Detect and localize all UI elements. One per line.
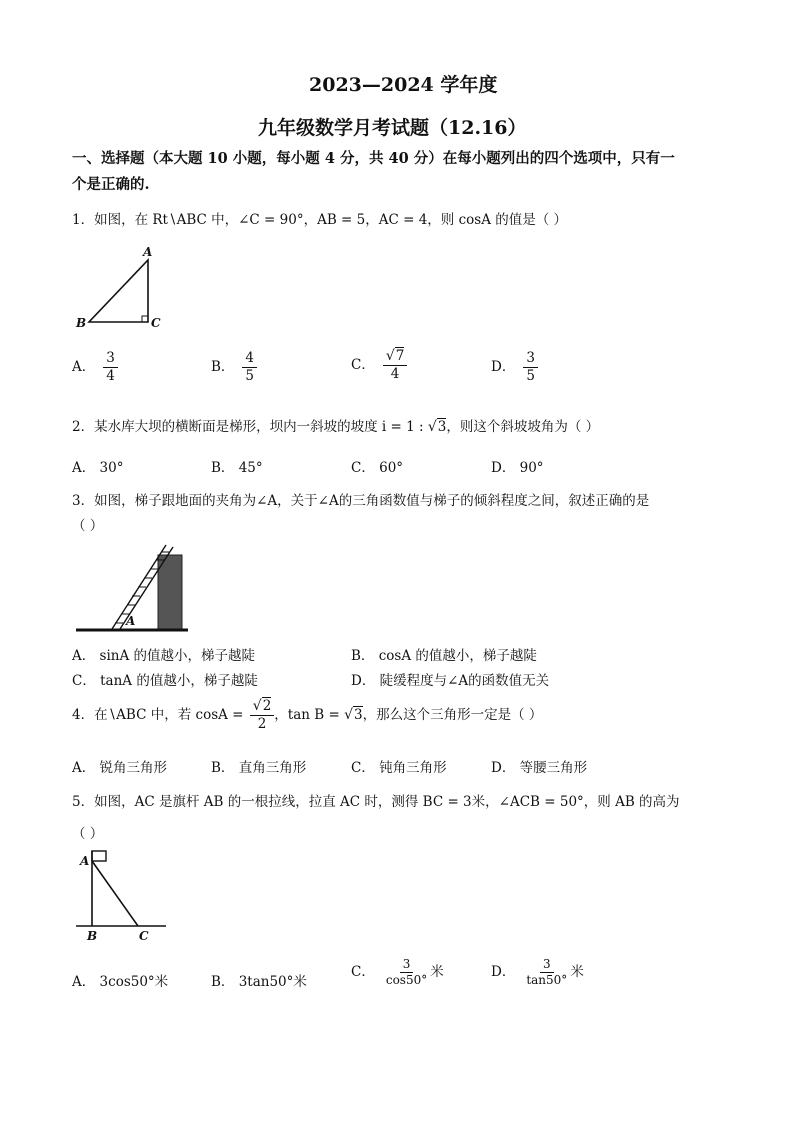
section-heading-line1: 一、选择题（本大题 10 小题，每小题 4 分，共 40 分）在每小题列出的四个选项中，只有一 [72, 150, 675, 167]
q2-stem-text: 2．某水库大坝的横断面是梯形，坝内一斜坡的坡度 i = 1 : [72, 419, 428, 435]
exam-title: 九年级数学月考试题（12.16） [258, 117, 527, 139]
q5-option-c-denominator: cos50° [385, 973, 428, 988]
q5-option-d-numerator: 3 [540, 958, 554, 973]
q4-option-c[interactable]: C． 钝角三角形 [351, 760, 447, 776]
q1-figure-label-b: B [76, 316, 87, 330]
q2-option-d[interactable]: D． 90° [491, 460, 544, 476]
sqrt-icon: √ [344, 707, 353, 724]
sqrt-icon: √ [427, 419, 437, 435]
q1-option-d-label: D． [491, 358, 516, 375]
q5-figure-label-a: A [80, 854, 90, 868]
q3-figure-label-a: A [126, 614, 136, 628]
q4-frac-denominator: 2 [257, 716, 267, 733]
q1-option-c-radicand: 7 [395, 348, 405, 364]
q2-stem-tail: ，则这个斜坡坡角为（ ） [446, 419, 600, 435]
q3-option-b[interactable]: B． cosA 的值越小，梯子越陡 [351, 648, 537, 664]
q5-option-c[interactable] [351, 958, 444, 987]
q1-option-c-label: C． [351, 357, 375, 374]
q3-option-c[interactable]: C． tanA 的值越小，梯子越陡 [72, 673, 258, 689]
q4-stem-tail: ，那么这个三角形一定是（ ） [362, 707, 543, 724]
q4-option-d[interactable]: D． 等腰三角形 [491, 760, 588, 776]
question-5-stem: 5．如图，AC 是旗杆 AB 的一根拉线，拉直 AC 时，测得 BC = 3米，∠ACB = 50°，则 AB 的高为 [72, 794, 680, 810]
q1-option-d[interactable] [491, 351, 538, 384]
q1-figure-label-a: A [143, 245, 153, 259]
q4-frac-radicand: 2 [262, 698, 272, 714]
q4-radicand: 3 [354, 707, 363, 724]
q4-stem-text: 4．在∖ABC 中，若 cosA = [72, 707, 248, 724]
question-1-stem: 1．如图，在 Rt∖ABC 中，∠C = 90°，AB = 5，AC = 4，则 cosA 的值是（ ） [72, 212, 568, 228]
q5-option-c-numerator: 3 [400, 958, 414, 973]
q1-option-b-denominator: 5 [245, 367, 255, 384]
sqrt-icon: √ [385, 348, 395, 364]
exam-year: 2023—2024 学年度 [309, 74, 498, 96]
q1-option-b-label: B． [211, 358, 235, 375]
q1-option-a-numerator: 3 [103, 351, 118, 368]
q2-option-a[interactable]: A． 30° [72, 460, 124, 476]
q5-option-c-label: C． [351, 964, 375, 981]
q4-stem-mid: ，tan B = [274, 707, 345, 724]
q1-option-a-denominator: 4 [106, 367, 115, 384]
q5-figure-label-b: B [87, 929, 98, 943]
q1-option-b[interactable] [211, 351, 257, 384]
q1-option-a-label: A． [72, 358, 96, 375]
q5-option-d-denominator: tan50° [526, 973, 568, 988]
q1-option-d-denominator: 5 [526, 367, 535, 384]
q5-option-b[interactable]: B． 3tan50°米 [211, 974, 307, 990]
q2-option-c[interactable]: C． 60° [351, 460, 404, 476]
q1-figure-label-c: C [151, 316, 161, 330]
q5-option-a[interactable]: A． 3cos50°米 [72, 974, 169, 990]
question-3-stem: 3．如图，梯子跟地面的夹角为∠A，关于∠A的三角函数值与梯子的倾斜程度之间，叙述正确的是 [72, 493, 650, 509]
q5-option-d-label: D． [491, 964, 516, 981]
q1-option-c-denominator: 4 [390, 366, 400, 383]
q4-option-a[interactable]: A． 锐角三角形 [72, 760, 168, 776]
question-3-answer-paren: （ ） [72, 518, 104, 534]
q1-option-b-numerator: 4 [242, 351, 257, 368]
q5-figure-label-c: C [139, 929, 149, 943]
q3-option-a[interactable]: A． sinA 的值越小，梯子越陡 [72, 648, 256, 664]
question-4-stem [72, 699, 542, 732]
q1-option-a[interactable] [72, 351, 118, 384]
q1-option-d-numerator: 3 [523, 351, 538, 368]
q5-flagpole-figure [76, 848, 166, 930]
q2-option-b[interactable]: B． 45° [211, 460, 263, 476]
q1-option-c[interactable] [351, 349, 407, 382]
q2-radicand: 3 [437, 419, 447, 435]
sqrt-icon: √ [252, 698, 262, 714]
q5-option-d[interactable] [491, 958, 584, 987]
q5-option-c-unit: 米 [430, 964, 444, 981]
q4-option-b[interactable]: B． 直角三角形 [211, 760, 307, 776]
question-5-answer-paren: （ ） [72, 826, 104, 842]
q5-option-d-unit: 米 [570, 964, 584, 981]
q3-option-d[interactable]: D． 陡缓程度与∠A的函数值无关 [351, 673, 550, 689]
question-2-stem [72, 415, 599, 435]
section-heading-line2: 个是正确的. [72, 176, 150, 193]
